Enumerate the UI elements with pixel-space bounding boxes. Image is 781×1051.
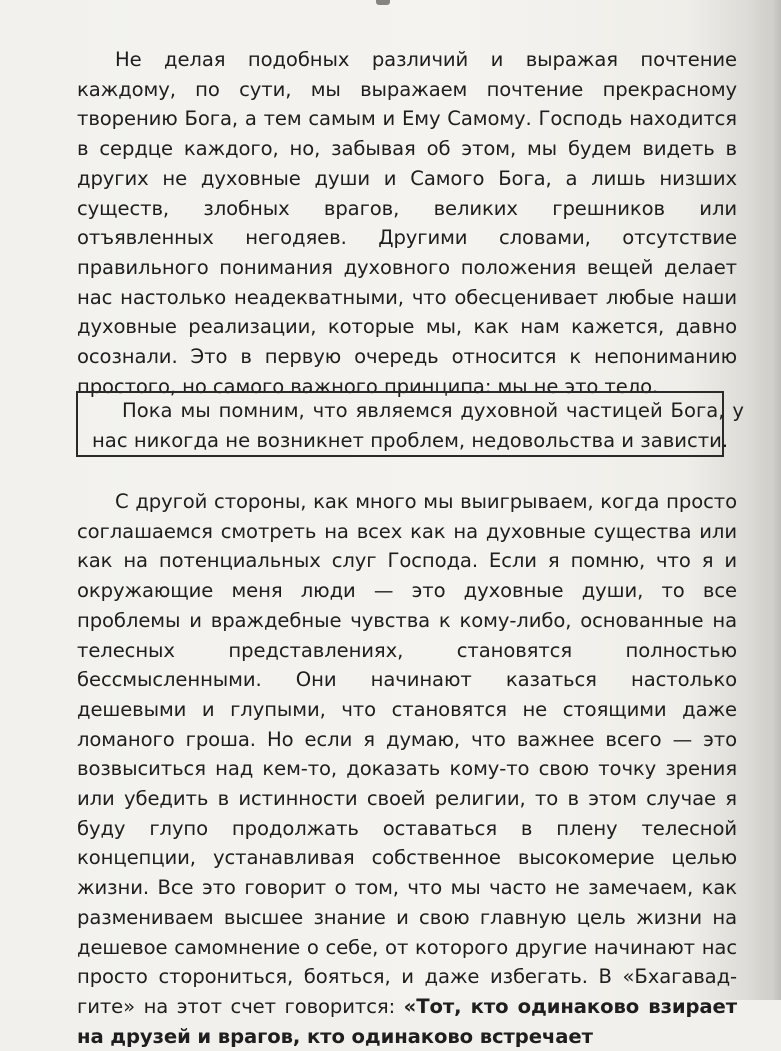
gita-quote-bold: «Тот, кто одинаково взирает на друзей и врагов, кто одинаково встречает — [77, 994, 737, 1048]
highlight-quote: Пока мы помним, что являемся духовной частицей Бога, у нас никогда не возникнет проблем, недовольства и зависти. — [92, 399, 744, 452]
paragraph-1: Не делая подобных различий и выражая почтение каждому, по сути, мы выражаем почтение прекрасному творению Бога, а тем самым и Ему Самому. Господь находится в сердце каждого, но, забывая об этом, мы будем видеть в других не духовные души и Самого Бога, а лишь низших существ, злобных врагов, великих грешников или отъявленных негодяев. Другими словами, отсутствие правильного понимания духовного положения вещей делает нас настолько неадекватными, что обесценивает любые наши духовные реализации, которые мы, как нам кажется, давно осознали. Это в первую очередь относится к непониманию простого, но самого важного принципа: мы не это тело. — [77, 48, 737, 398]
page-edge-shadow — [759, 0, 781, 1000]
paragraph-1-block — [77, 45, 737, 401]
paragraph-2-block — [77, 487, 737, 1051]
paragraph-2 — [77, 487, 737, 1051]
paragraph-2-text: С другой стороны, как много мы выигрываем, когда просто соглашаемся смотреть на всех как на духовные существа или как на потенциальных слуг Господа. Если я помню, что я и окружающие меня люди — это духовные души, то все проблемы и враждебные чувства к кому-либо, основанные на телесных представлениях, становятся полностью бессмысленными. Они начинают казаться настолько дешевыми и глупыми, что становятся не стоящими даже ломаного гроша. Но если я думаю, что важнее всего — это возвыситься над кем-то, доказать кому-то свою точку зрения или убедить в истинности своей религии, то в этом случае я буду глупо продолжать оставаться в плену телесной концепции, устанавливая собственное высокомерие целью жизни. Все это говорит о том, что мы часто не замечаем, как размениваем высшее знание и свою главную цель жизни на дешевое самомнение о себе, от которого другие начинают нас просто сторониться, бояться, и даже избегать. В «Бхагавад-гите» на этот счет говорится: — [77, 490, 737, 1018]
page-top-mark — [376, 0, 390, 5]
